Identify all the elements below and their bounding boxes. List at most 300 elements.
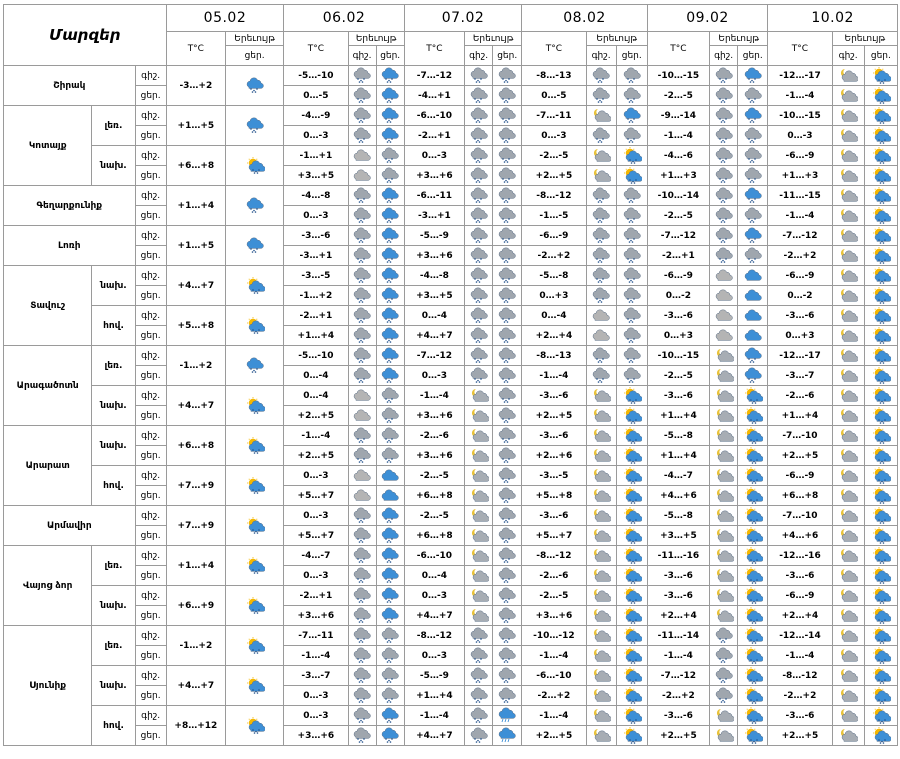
cloud-snow-icon — [352, 87, 372, 104]
phenomena-cell — [832, 246, 864, 266]
sun-cloud-icon — [871, 487, 891, 504]
temp-header: T°C — [768, 32, 832, 66]
cloud-snow-icon — [497, 467, 517, 484]
cloud-snow-icon — [469, 267, 489, 284]
forecast-row — [4, 206, 898, 226]
cloud-snow-icon — [497, 667, 517, 684]
night-subheader: գիշ. — [586, 46, 616, 66]
cloud-snow-icon — [497, 87, 517, 104]
cloud-snow-icon — [591, 67, 611, 84]
temperature-cell: -3…+2 — [166, 66, 225, 106]
temperature-cell: -2…-6 — [768, 386, 832, 406]
phenomena-cell — [864, 466, 897, 486]
cloud-snow-icon — [714, 207, 734, 224]
temperature-cell: -1…+2 — [284, 286, 348, 306]
cloud-snow-icon — [591, 367, 611, 384]
phenomena-cell — [493, 306, 522, 326]
zone-name: նախ. — [92, 666, 135, 706]
sun-cloud-icon — [743, 407, 763, 424]
zone-name: նախ. — [92, 386, 135, 426]
temperature-cell: -2…+1 — [647, 246, 709, 266]
temperature-cell: +6…+8 — [404, 486, 464, 506]
temperature-cell: +2…+5 — [647, 726, 709, 746]
cloud-snow-blue-icon — [380, 607, 400, 624]
phenomena-cell — [864, 86, 897, 106]
phenomena-cell — [738, 686, 768, 706]
phenomena-cell — [832, 726, 864, 746]
temperature-cell: -7…-11 — [522, 106, 586, 126]
period-label: գիշ. — [135, 466, 166, 486]
phenomena-cell — [586, 486, 616, 506]
moon-cloud-icon — [469, 467, 489, 484]
phenomena-cell — [586, 646, 616, 666]
cloud-rain-icon — [497, 707, 517, 724]
phenomena-cell — [493, 446, 522, 466]
moon-cloud-icon — [591, 647, 611, 664]
temperature-cell: 0…-3 — [284, 206, 348, 226]
sun-cloud-icon — [871, 607, 891, 624]
moon-cloud-icon — [838, 607, 858, 624]
phenomena-cell — [832, 666, 864, 686]
phenomena-cell — [832, 126, 864, 146]
moon-cloud-icon — [591, 507, 611, 524]
temperature-cell: -12…-16 — [768, 546, 832, 566]
cloud-snow-icon — [497, 107, 517, 124]
phenomena-cell — [348, 366, 376, 386]
phenomena-cell — [586, 126, 616, 146]
phenomena-cell — [348, 326, 376, 346]
phenomena-cell — [465, 306, 493, 326]
cloud-snow-blue-icon — [245, 77, 265, 94]
temperature-cell: -4…-8 — [404, 266, 464, 286]
zone-name: նախ. — [92, 426, 135, 466]
cloud-snow-icon — [591, 247, 611, 264]
moon-cloud-icon — [469, 427, 489, 444]
cloud-snow-icon — [743, 207, 763, 224]
sun-cloud-icon — [622, 507, 642, 524]
phenomena-cell — [376, 406, 404, 426]
temperature-cell: -3…-5 — [284, 266, 348, 286]
forecast-row — [4, 446, 898, 466]
temperature-cell: +6…+9 — [166, 586, 225, 626]
phenomena-cell — [586, 526, 616, 546]
temperature-cell: +2…+5 — [522, 166, 586, 186]
phenomena-cell — [616, 86, 647, 106]
sun-cloud-icon — [871, 207, 891, 224]
temperature-cell: -5…-8 — [647, 426, 709, 446]
phenomena-cell — [738, 66, 768, 86]
forecast-row — [4, 306, 898, 326]
phenomena-cell — [493, 146, 522, 166]
temperature-cell: 0…+3 — [647, 326, 709, 346]
cloud-snow-icon — [591, 287, 611, 304]
temperature-cell: -2…-5 — [404, 466, 464, 486]
cloud-snow-icon — [469, 707, 489, 724]
phenomena-cell — [465, 226, 493, 246]
phenomena-cell — [738, 406, 768, 426]
period-label: ցեր. — [135, 286, 166, 306]
phenomena-cell — [465, 486, 493, 506]
cloud-snow-icon — [497, 147, 517, 164]
sun-cloud-icon — [245, 597, 265, 614]
phenomena-cell — [493, 546, 522, 566]
phenomena-cell — [376, 486, 404, 506]
phenomena-cell — [738, 666, 768, 686]
period-label: ցեր. — [135, 206, 166, 226]
phenomena-cell — [710, 346, 738, 366]
day-subheader: ցեր. — [738, 46, 768, 66]
temperature-cell: -4…-8 — [284, 186, 348, 206]
cloud-snow-icon — [469, 307, 489, 324]
phenomena-cell — [376, 126, 404, 146]
phenomena-cell — [616, 566, 647, 586]
forecast-row — [4, 506, 898, 526]
cloud-snow-icon — [714, 247, 734, 264]
cloud-snow-icon — [352, 107, 372, 124]
phenomena-cell — [493, 226, 522, 246]
cloud-snow-icon — [352, 547, 372, 564]
temperature-cell: +5…+7 — [522, 526, 586, 546]
phenomena-cell — [348, 186, 376, 206]
sun-cloud-icon — [245, 437, 265, 454]
cloud-snow-icon — [497, 507, 517, 524]
sun-cloud-icon — [871, 167, 891, 184]
temperature-cell: -5…-8 — [522, 266, 586, 286]
temp-header: T°C — [166, 32, 225, 66]
sun-cloud-icon — [871, 387, 891, 404]
cloud-snow-icon — [380, 167, 400, 184]
cloud-snow-icon — [380, 407, 400, 424]
cloud-grey-icon — [352, 387, 372, 404]
phenomena-cell — [493, 126, 522, 146]
phenomena-cell — [710, 226, 738, 246]
phenomena-cell — [832, 66, 864, 86]
phenomena-cell — [738, 126, 768, 146]
phenomena-cell — [586, 446, 616, 466]
phenomena-cell — [710, 86, 738, 106]
phenomena-cell — [710, 626, 738, 646]
header-row-dates — [4, 5, 898, 32]
phenomena-cell — [832, 566, 864, 586]
forecast-row — [4, 366, 898, 386]
period-label: ցեր. — [135, 606, 166, 626]
phenomena-header: Երեւույթ — [832, 32, 897, 46]
phenomena-cell — [710, 326, 738, 346]
cloud-snow-blue-icon — [380, 727, 400, 744]
moon-cloud-icon — [591, 607, 611, 624]
phenomena-cell — [832, 326, 864, 346]
moon-cloud-icon — [591, 427, 611, 444]
phenomena-cell — [493, 686, 522, 706]
temperature-cell: -3…-6 — [768, 706, 832, 726]
moon-cloud-icon — [838, 187, 858, 204]
phenomena-cell — [348, 66, 376, 86]
phenomena-cell — [348, 666, 376, 686]
phenomena-cell — [832, 526, 864, 546]
period-label: ցեր. — [135, 726, 166, 746]
temperature-cell: 0…-2 — [647, 286, 709, 306]
cloud-snow-icon — [714, 147, 734, 164]
moon-cloud-icon — [714, 407, 734, 424]
phenomena-cell — [738, 706, 768, 726]
moon-cloud-icon — [591, 147, 611, 164]
moon-cloud-icon — [838, 107, 858, 124]
phenomena-cell — [465, 686, 493, 706]
cloud-snow-blue-icon — [380, 507, 400, 524]
phenomena-cell — [465, 646, 493, 666]
temperature-cell: -7…-12 — [768, 226, 832, 246]
phenomena-cell — [348, 406, 376, 426]
moon-cloud-icon — [838, 207, 858, 224]
phenomena-cell — [832, 366, 864, 386]
phenomena-cell — [832, 146, 864, 166]
cloud-snow-blue-icon — [380, 547, 400, 564]
phenomena-cell — [710, 566, 738, 586]
temperature-cell: -3…-6 — [647, 586, 709, 606]
cloud-snow-icon — [352, 127, 372, 144]
zone-name: լեռ. — [92, 626, 135, 666]
moon-cloud-icon — [591, 447, 611, 464]
phenomena-cell — [465, 526, 493, 546]
sun-cloud-icon — [622, 587, 642, 604]
sun-cloud-icon — [743, 387, 763, 404]
phenomena-cell — [348, 346, 376, 366]
temperature-cell: +5…+7 — [284, 526, 348, 546]
phenomena-cell — [616, 366, 647, 386]
temperature-cell: +6…+8 — [166, 146, 225, 186]
temperature-cell: +2…+5 — [768, 726, 832, 746]
phenomena-cell — [465, 86, 493, 106]
moon-cloud-icon — [838, 467, 858, 484]
phenomena-cell — [710, 686, 738, 706]
moon-cloud-icon — [714, 707, 734, 724]
temperature-cell: 0…+3 — [522, 286, 586, 306]
date-header: 07.02 — [404, 5, 522, 32]
phenomena-cell — [493, 626, 522, 646]
forecast-row — [4, 186, 898, 206]
moon-cloud-icon — [714, 727, 734, 744]
phenomena-cell — [616, 166, 647, 186]
temperature-cell: +4…+7 — [404, 326, 464, 346]
temperature-cell: -12…-17 — [768, 66, 832, 86]
phenomena-cell — [348, 546, 376, 566]
forecast-row — [4, 546, 898, 566]
temperature-cell: +3…+6 — [404, 446, 464, 466]
cloud-snow-icon — [622, 287, 642, 304]
cloud-snow-icon — [497, 487, 517, 504]
temperature-cell: +1…+4 — [166, 546, 225, 586]
region-name: Վայոց ձոր — [4, 546, 92, 626]
moon-cloud-icon — [714, 427, 734, 444]
phenomena-cell — [710, 266, 738, 286]
temperature-cell: +2…+6 — [522, 446, 586, 466]
region-name: Տավուշ — [4, 266, 92, 346]
phenomena-cell — [738, 146, 768, 166]
temperature-cell: +1…+5 — [166, 106, 225, 146]
phenomena-cell — [376, 106, 404, 126]
temperature-cell: -1…-4 — [404, 386, 464, 406]
region-name: Գեղարքունիք — [4, 186, 136, 226]
phenomena-cell — [616, 586, 647, 606]
phenomena-cell — [465, 566, 493, 586]
temperature-cell: -12…-17 — [768, 346, 832, 366]
phenomena-cell — [225, 226, 283, 266]
temperature-cell: -3…-7 — [768, 366, 832, 386]
cloud-snow-icon — [352, 567, 372, 584]
region-name: Շիրակ — [4, 66, 136, 106]
phenomena-cell — [493, 366, 522, 386]
cloud-grey-icon — [591, 327, 611, 344]
sun-cloud-icon — [622, 567, 642, 584]
phenomena-cell — [710, 506, 738, 526]
phenomena-cell — [864, 106, 897, 126]
temperature-cell: -6…-9 — [768, 466, 832, 486]
cloud-snow-blue-icon — [380, 207, 400, 224]
phenomena-cell — [225, 706, 283, 746]
phenomena-header: Երեւույթ — [465, 32, 522, 46]
phenomena-cell — [864, 506, 897, 526]
moon-cloud-icon — [591, 567, 611, 584]
cloud-snow-icon — [591, 227, 611, 244]
sun-cloud-icon — [871, 447, 891, 464]
moon-cloud-icon — [838, 567, 858, 584]
cloud-snow-icon — [380, 447, 400, 464]
cloud-snow-icon — [469, 687, 489, 704]
phenomena-cell — [225, 666, 283, 706]
moon-cloud-icon — [838, 427, 858, 444]
phenomena-cell — [616, 546, 647, 566]
phenomena-cell — [832, 186, 864, 206]
moon-cloud-icon — [838, 547, 858, 564]
phenomena-cell — [616, 146, 647, 166]
phenomena-cell — [738, 606, 768, 626]
phenomena-cell — [493, 326, 522, 346]
cloud-snow-icon — [622, 347, 642, 364]
phenomena-cell — [225, 626, 283, 666]
moon-cloud-icon — [591, 527, 611, 544]
phenomena-cell — [376, 646, 404, 666]
temperature-cell: -2…-5 — [647, 206, 709, 226]
phenomena-cell — [376, 166, 404, 186]
temperature-cell: -3…-5 — [522, 466, 586, 486]
cloud-snow-blue-icon — [380, 187, 400, 204]
temperature-cell: +2…+5 — [768, 446, 832, 466]
cloud-snow-icon — [469, 227, 489, 244]
temperature-cell: -2…+2 — [522, 686, 586, 706]
zone-name: հով. — [92, 706, 135, 746]
period-label: գիշ. — [135, 306, 166, 326]
moon-cloud-icon — [714, 387, 734, 404]
temperature-cell: -7…-10 — [768, 506, 832, 526]
temperature-cell: -7…-11 — [284, 626, 348, 646]
phenomena-cell — [832, 686, 864, 706]
cloud-snow-icon — [497, 307, 517, 324]
cloud-snow-icon — [380, 147, 400, 164]
temperature-cell: 0…-3 — [284, 126, 348, 146]
cloud-snow-icon — [497, 627, 517, 644]
cloud-snow-icon — [622, 227, 642, 244]
phenomena-cell — [465, 706, 493, 726]
cloud-snow-icon — [497, 167, 517, 184]
phenomena-cell — [710, 526, 738, 546]
temperature-cell: +2…+4 — [522, 326, 586, 346]
phenomena-cell — [225, 66, 283, 106]
moon-cloud-icon — [714, 367, 734, 384]
temperature-cell: -3…-6 — [522, 386, 586, 406]
cloud-snow-icon — [497, 187, 517, 204]
temperature-cell: -1…-4 — [768, 206, 832, 226]
sun-cloud-icon — [245, 277, 265, 294]
zone-name: լեռ. — [92, 346, 135, 386]
phenomena-cell — [465, 506, 493, 526]
phenomena-cell — [586, 386, 616, 406]
sun-cloud-icon — [871, 587, 891, 604]
cloud-snow-icon — [714, 167, 734, 184]
temperature-cell: 0…-4 — [404, 566, 464, 586]
phenomena-cell — [348, 446, 376, 466]
temperature-cell: -11…-14 — [647, 626, 709, 646]
period-label: գիշ. — [135, 706, 166, 726]
period-label: գիշ. — [135, 66, 166, 86]
temperature-cell: -3…-6 — [768, 306, 832, 326]
cloud-snow-icon — [352, 687, 372, 704]
temperature-cell: -1…+2 — [166, 346, 225, 386]
temperature-cell: +8…+12 — [166, 706, 225, 746]
phenomena-cell — [864, 306, 897, 326]
phenomena-cell — [710, 446, 738, 466]
cloud-snow-blue-icon — [743, 227, 763, 244]
phenomena-cell — [586, 706, 616, 726]
phenomena-cell — [465, 266, 493, 286]
cloud-snow-blue-icon — [743, 107, 763, 124]
period-label: գիշ. — [135, 546, 166, 566]
temperature-cell: +1…+4 — [768, 406, 832, 426]
cloud-snow-blue-icon — [245, 197, 265, 214]
phenomena-cell — [616, 486, 647, 506]
cloud-snow-icon — [352, 247, 372, 264]
moon-cloud-icon — [714, 467, 734, 484]
moon-cloud-icon — [838, 307, 858, 324]
period-label: ցեր. — [135, 366, 166, 386]
phenomena-cell — [738, 566, 768, 586]
phenomena-cell — [586, 586, 616, 606]
phenomena-cell — [348, 106, 376, 126]
cloud-snow-icon — [743, 167, 763, 184]
sun-cloud-icon — [871, 407, 891, 424]
forecast-row — [4, 106, 898, 126]
phenomena-cell — [348, 266, 376, 286]
phenomena-cell — [465, 346, 493, 366]
phenomena-cell — [376, 626, 404, 646]
temperature-cell: -3…-6 — [647, 566, 709, 586]
moon-cloud-icon — [838, 707, 858, 724]
temperature-cell: -4…+1 — [404, 86, 464, 106]
temperature-cell: +1…+3 — [647, 166, 709, 186]
temperature-cell: 0…-3 — [284, 706, 348, 726]
phenomena-cell — [864, 246, 897, 266]
cloud-snow-icon — [380, 687, 400, 704]
cloud-snow-icon — [469, 207, 489, 224]
phenomena-cell — [376, 546, 404, 566]
forecast-row — [4, 226, 898, 246]
temperature-cell: -1…-4 — [404, 706, 464, 726]
cloud-snow-icon — [714, 187, 734, 204]
moon-cloud-icon — [838, 507, 858, 524]
sun-cloud-icon — [871, 87, 891, 104]
phenomena-cell — [832, 486, 864, 506]
cloud-snow-icon — [469, 247, 489, 264]
cloud-snow-icon — [743, 147, 763, 164]
